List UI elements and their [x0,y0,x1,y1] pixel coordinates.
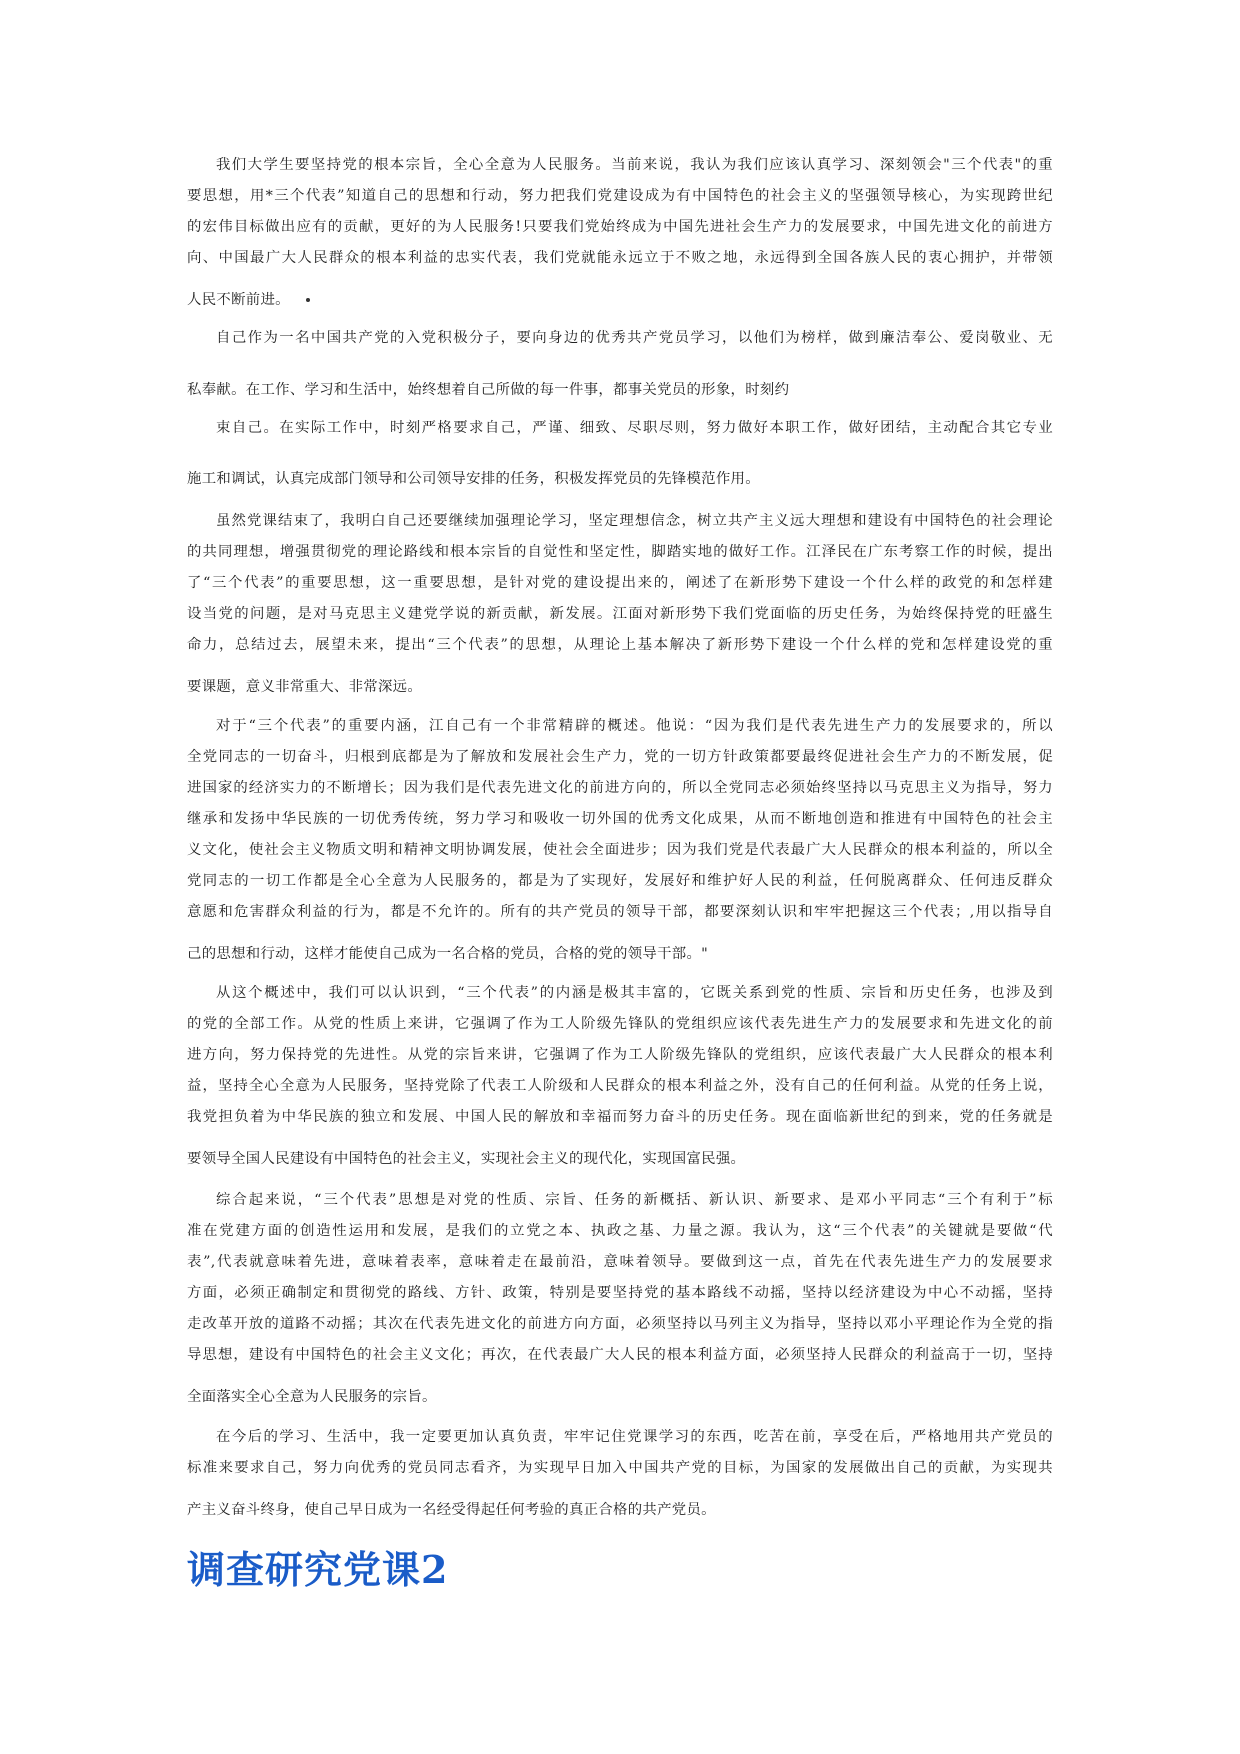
body-line: 进方向，努力保持党的先进性。从党的宗旨来讲，它强调了作为工人阶级先锋队的党组织，应该代表最广大人民群众的根本利 [187,1047,1053,1063]
body-line: 意愿和危害群众利益的行为，都是不允许的。所有的共产党员的领导干部，都要深刻认识和牢牢把握这三个代表；,用以指导自 [187,904,1053,920]
body-line: 设当党的问题，是对马克思主义建党学说的新贡献，新发展。江面对新形势下我们党面临的历史任务，为始终保持党的旺盛生 [187,606,1053,622]
body-line: 私奉献。在工作、学习和生活中，始终想着自己所做的每一件事，都事关党员的形象，时刻约 [187,382,790,398]
body-line: 要课题，意义非常重大、非常深远。 [187,679,423,695]
body-line: 对于“三个代表”的重要内涵，江自己有一个非常精辟的概述。他说：“因为我们是代表先进生产力的发展要求的，所以 [216,718,1053,734]
body-line: 己的思想和行动，这样才能使自己成为一名合格的党员，合格的党的领导干部。" [187,946,709,962]
body-line: 义文化，使社会主义物质文明和精神文明协调发展，使社会全面进步；因为我们党是代表最广大人民群众的根本利益的，所以全 [187,842,1053,858]
body-line: 从这个概述中，我们可以认识到，“三个代表”的内涵是极其丰富的，它既关系到党的性质、宗旨和历史任务，也涉及到 [216,985,1053,1001]
body-line: 全面落实全心全意为人民服务的宗旨。 [187,1389,437,1405]
body-line: 了“三个代表”的重要思想，这一重要思想，是针对党的建设提出来的，阐述了在新形势下建设一个什么样的政党的和怎样建 [187,575,1053,591]
body-line: 标准来要求自己，努力向优秀的党员同志看齐，为实现早日加入中国共产党的目标，为国家的发展做出自己的贡献，为实现共 [187,1460,1053,1476]
body-line: 准在党建方面的创造性运用和发展，是我们的立党之本、执政之基、力量之源。我认为，这“三个代表”的关键就是要做“代 [187,1223,1053,1239]
body-line: 自己作为一名中国共产党的入党积极分子，要向身边的优秀共产党员学习，以他们为榜样，做到廉洁奉公、爱岗敬业、无 [216,330,1053,346]
bullet-dot [306,298,310,302]
body-line: 继承和发扬中华民族的一切优秀传统，努力学习和吸收一切外国的优秀文化成果，从而不断地创造和推进有中国特色的社会主 [187,811,1053,827]
body-line: 要领导全国人民建设有中国特色的社会主义，实现社会主义的现代化，实现国富民强。 [187,1151,746,1167]
body-line: 命力，总结过去，展望未来，提出“三个代表”的思想，从理论上基本解决了新形势下建设一个什么样的党和怎样建设党的重 [187,637,1053,653]
body-line: 我党担负着为中华民族的独立和发展、中国人民的解放和幸福而努力奋斗的历史任务。现在面临新世纪的到来，党的任务就是 [187,1109,1053,1125]
body-line: 党同志的一切工作都是全心全意为人民服务的，都是为了实现好，发展好和维护好人民的利益，任何脱离群众、任何违反群众 [187,873,1053,889]
body-line: 的党的全部工作。从党的性质上来讲，它强调了作为工人阶级先锋队的党组织应该代表先进生产力的发展要求和先进文化的前 [187,1016,1053,1032]
body-line: 的宏伟目标做出应有的贡献，更好的为人民服务!只要我们党始终成为中国先进社会生产力的发展要求，中国先进文化的前进方 [187,219,1053,235]
body-line: 束自己。在实际工作中，时刻严格要求自己，严谨、细致、尽职尽则，努力做好本职工作，做好团结，主动配合其它专业 [216,420,1053,436]
body-line: 全党同志的一切奋斗，归根到底都是为了解放和发展社会生产力，党的一切方针政策都要最终促进社会生产力的不断发展，促 [187,749,1053,765]
body-line: 我们大学生要坚持党的根本宗旨，全心全意为人民服务。当前来说，我认为我们应该认真学习、深刻领会"三个代表"的重 [216,157,1053,173]
body-line: 产主义奋斗终身，使自己早日成为一名经受得起任何考验的真正合格的共产党员。 [187,1502,716,1518]
body-line: 要思想，用*三个代表”知道自己的思想和行动，努力把我们党建设成为有中国特色的社会主义的坚强领导核心，为实现跨世纪 [187,188,1053,204]
section-heading: 调查研究党课2 [187,1547,449,1592]
body-line: 向、中国最广大人民群众的根本利益的忠实代表，我们党就能永远立于不败之地，永远得到全国各族人民的衷心拥护，并带领 [187,250,1053,266]
body-line: 进国家的经济实力的不断增长；因为我们是代表先进文化的前进方向的，所以全党同志必须始终坚持以马克思主义为指导，努力 [187,780,1053,796]
body-line: 方面，必须正确制定和贯彻党的路线、方针、政策，特别是要坚持党的基本路线不动摇，坚持以经济建设为中心不动摇，坚持 [187,1285,1053,1301]
body-line: 人民不断前进。 [187,292,290,308]
body-line: 导思想，建设有中国特色的社会主义文化；再次，在代表最广大人民的根本利益方面，必须坚持人民群众的利益高于一切，坚持 [187,1347,1053,1363]
body-line: 虽然党课结束了，我明白自己还要继续加强理论学习，坚定理想信念，树立共产主义远大理想和建设有中国特色的社会理论 [216,513,1053,529]
body-line: 在今后的学习、生活中，我一定要更加认真负责，牢牢记住党课学习的东西，吃苦在前，享受在后，严格地用共产党员的 [216,1429,1053,1445]
body-line: 的共同理想，增强贯彻党的理论路线和根本宗旨的自觉性和坚定性，脚踏实地的做好工作。江泽民在广东考察工作的时候，提出 [187,544,1053,560]
body-line: 表”,代表就意味着先进，意味着表率，意味着走在最前沿，意味着领导。要做到这一点，首先在代表先进生产力的发展要求 [187,1254,1053,1270]
body-line: 施工和调试，认真完成部门领导和公司领导安排的任务，积极发挥党员的先锋模范作用。 [187,471,760,487]
body-line: 综合起来说，“三个代表”思想是对党的性质、宗旨、任务的新概括、新认识、新要求、是邓小平同志“三个有利于”标 [216,1192,1053,1208]
body-line: 益，坚持全心全意为人民服务，坚持党除了代表工人阶级和人民群众的根本利益之外，没有自己的任何利益。从党的任务上说， [187,1078,1053,1094]
body-line: 走改革开放的道路不动摇；其次在代表先进文化的前进方向方面，必须坚持以马列主义为指导，坚持以邓小平理论作为全党的指 [187,1316,1053,1332]
